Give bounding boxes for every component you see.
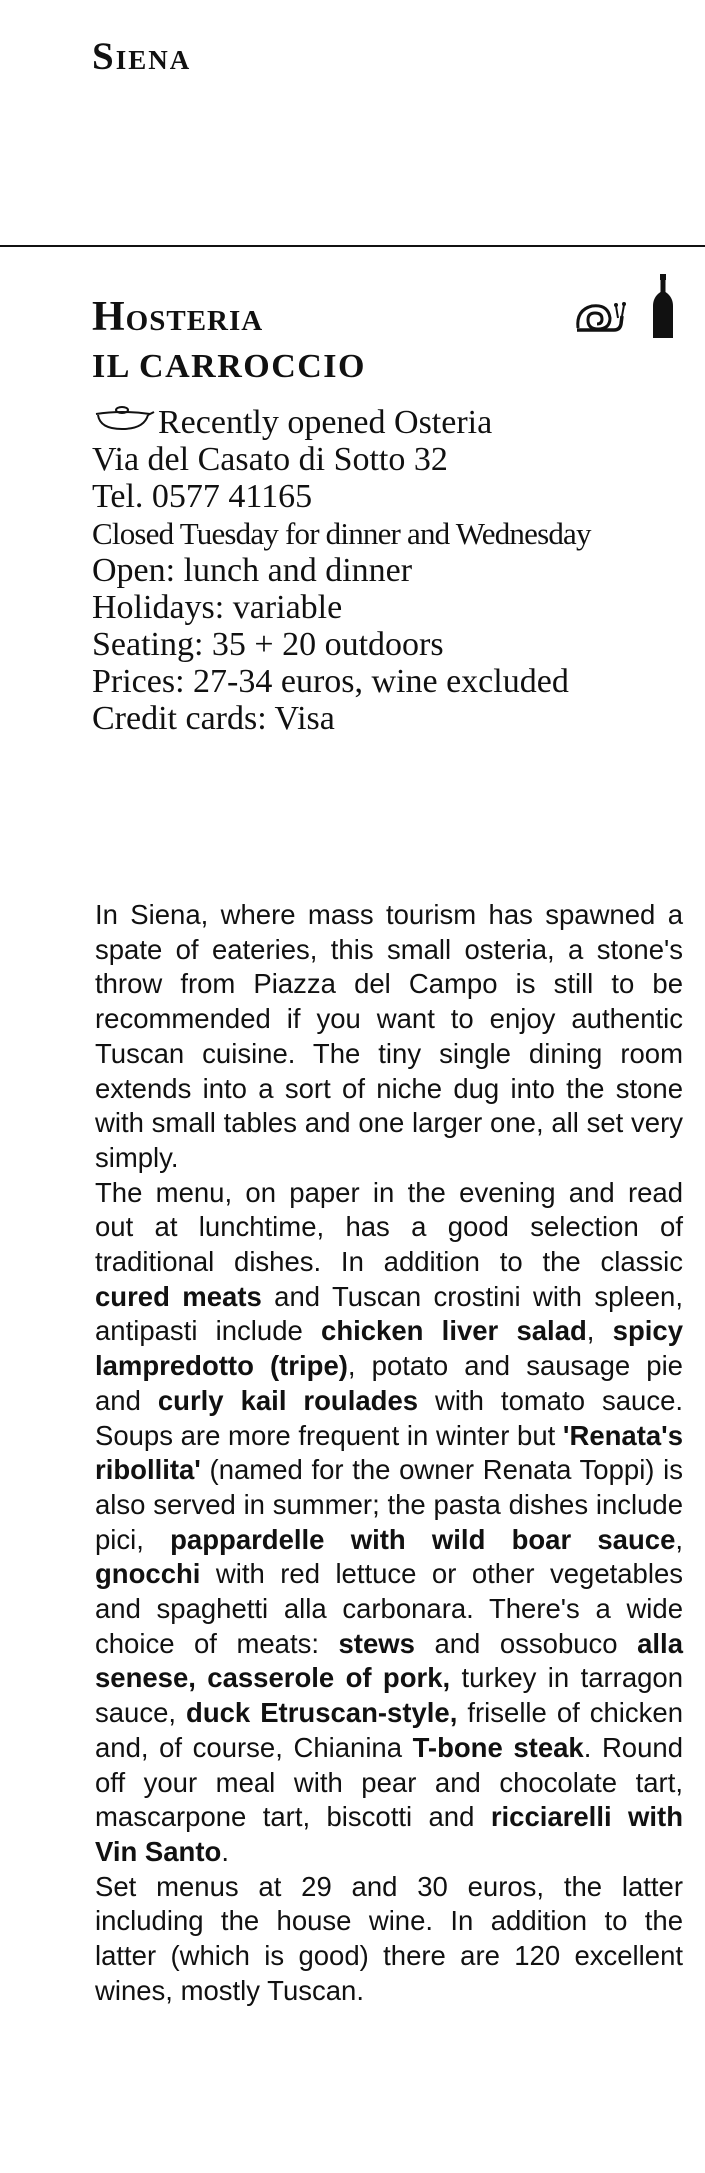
description	[95, 898, 683, 2009]
phone: Tel. 0577 41165	[92, 478, 313, 515]
opening-hours: Open: lunch and dinner	[92, 552, 413, 589]
highlight-dish: 'Renata's ribollita'	[95, 1419, 683, 1486]
description-paragraph-3: Set menus at 29 and 30 euros, the latter including the house wine. In addition to the latter (which is good) there are 120 excellent wines, mostly Tuscan.	[95, 1870, 683, 2006]
highlight-dish: cured meats	[95, 1280, 262, 1312]
text-span: ,	[675, 1523, 684, 1555]
highlight-dish: spicy lampredotto (tripe)	[95, 1315, 683, 1382]
text-span: turkey in tarragon sauce,	[95, 1662, 683, 1729]
text-span: and Tuscan crostini with spleen, antipasti include	[95, 1280, 683, 1347]
highlight-dish: ricciarelli with Vin Santo	[95, 1801, 683, 1867]
text-span: with red lettuce or other vegetables and spaghetti alla carbonara. There's a wide choice of meats:	[95, 1558, 683, 1659]
prices: Prices: 27-34 euros, wine excluded	[92, 663, 569, 700]
snail-icon	[574, 296, 626, 336]
category-text: Recently opened Osteria	[158, 404, 493, 441]
address: Via del Casato di Sotto 32	[92, 441, 448, 478]
credit-cards: Credit cards: Visa	[92, 700, 335, 737]
text-span: , potato and sausage pie and	[95, 1350, 683, 1416]
text-span: (named for the owner Renata Toppi) is also served in summer; the pasta dishes include pici,	[95, 1454, 683, 1555]
highlight-dish: stews	[338, 1627, 415, 1659]
closing-days: Closed Tuesday for dinner and Wednesday	[92, 516, 591, 551]
holidays: Holidays: variable	[92, 589, 343, 626]
text-span: ,	[586, 1315, 613, 1347]
cooking-pot-icon	[92, 405, 156, 431]
highlight-dish: curly kail roulades	[157, 1384, 419, 1416]
description-paragraph-1: In Siena, where mass tourism has spawned a spate of eateries, this small osteria, a stone's throw from Piazza del Campo is still to be recommended if you want to enjoy authentic Tuscan cuisine. The tiny single dining room extends into a sort of niche dug into the stone with small tables and one larger one, all set very simply.	[95, 899, 683, 1173]
restaurant-name-line-1: Hosteria	[92, 294, 264, 340]
text-span: and ossobuco	[414, 1627, 638, 1659]
highlight-dish: duck Etruscan-style,	[186, 1697, 458, 1729]
wine-bottle-icon	[652, 274, 674, 338]
text-span: with tomato sauce. Soups are more frequent in winter but	[95, 1384, 684, 1451]
listing-details	[92, 404, 692, 737]
text-span: The menu, on paper in the evening and read out at lunchtime, has a good selection of traditional dishes. In addition to the classic	[95, 1176, 683, 1278]
highlight-dish: T-bone steak	[412, 1731, 584, 1763]
highlight-dish: pappardelle with wild boar sauce	[170, 1523, 676, 1555]
text-span: . Round off your meal with pear and chocolate tart, mascarpone tart, biscotti and	[95, 1731, 683, 1833]
text-span: .	[221, 1835, 229, 1867]
seating: Seating: 35 + 20 outdoors	[92, 626, 444, 663]
highlight-dish: alla senese, casserole of pork,	[95, 1627, 683, 1694]
text-span: friselle of chicken and, of course, Chianina	[95, 1697, 683, 1763]
category-line	[92, 404, 692, 441]
section-divider	[0, 245, 705, 247]
highlight-dish: gnocchi	[95, 1558, 201, 1590]
highlight-dish: chicken liver salad	[321, 1315, 587, 1347]
description-paragraph-2	[95, 1176, 683, 1870]
restaurant-name-line-2: IL CARROCCIO	[92, 348, 366, 385]
page-title-city: Siena	[92, 35, 192, 78]
